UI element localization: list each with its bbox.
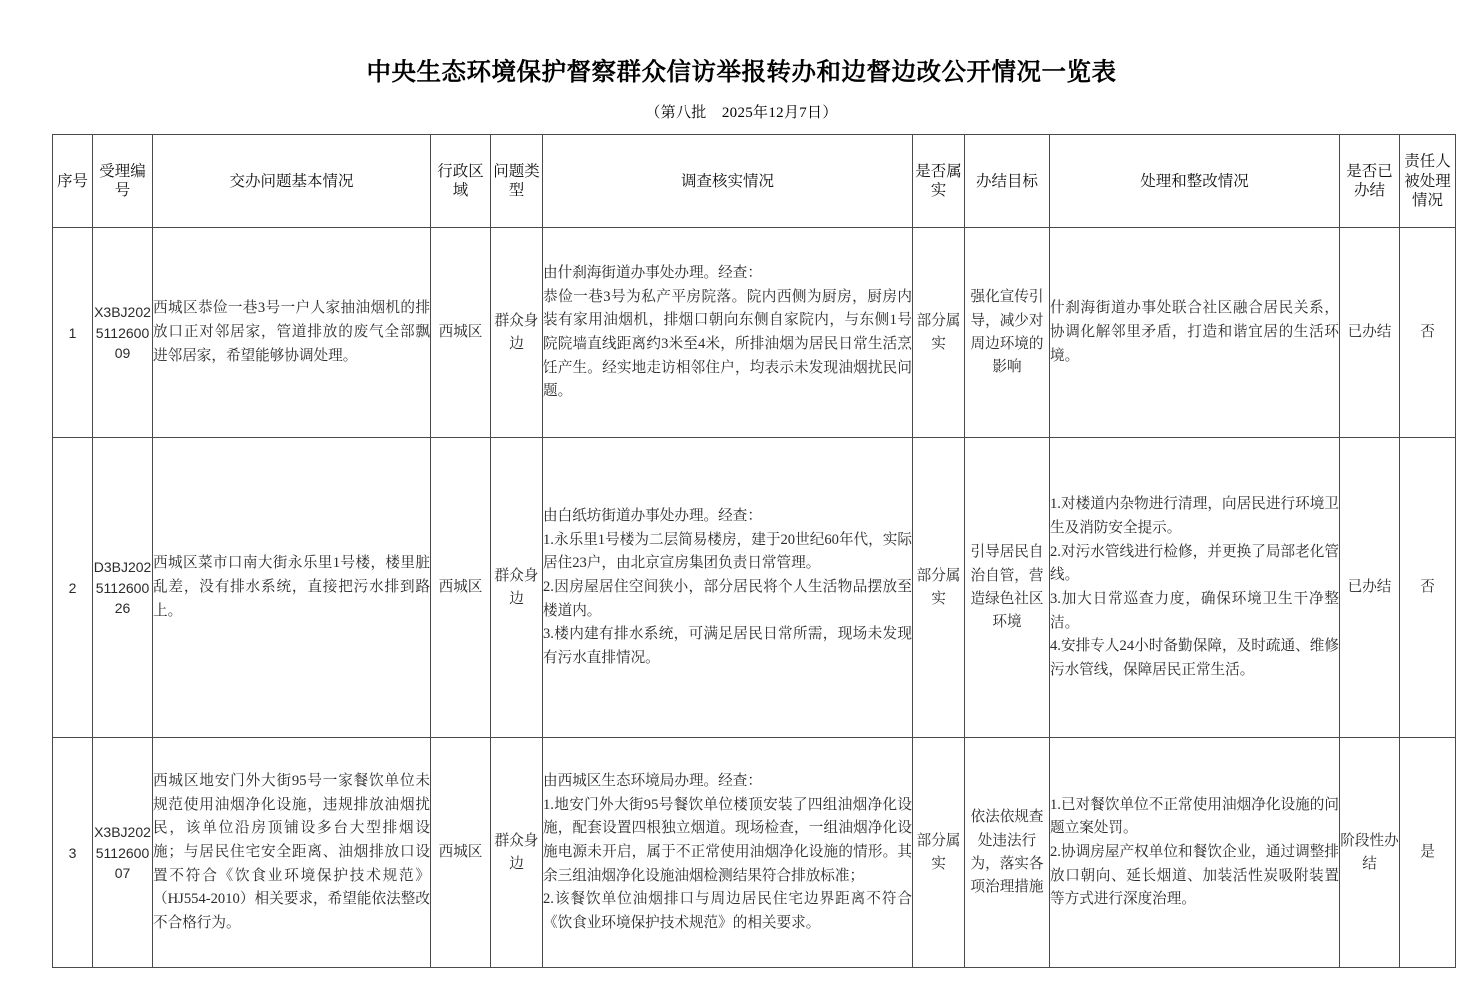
cell-resp: 否 (1400, 228, 1456, 438)
handle-paragraphs (1050, 794, 1339, 912)
header-type-label: 问题类型 (493, 162, 540, 200)
cell-desc: 西城区菜市口南大街永乐里1号楼，楼里脏乱差，没有排水系统，直接把污水排到路上。 (153, 438, 431, 738)
header-handle (1050, 135, 1340, 228)
header-is-true-label: 是否属实 (915, 162, 962, 200)
handle-paragraphs (1050, 297, 1339, 368)
cell-type: 群众身边 (491, 438, 543, 738)
text-paragraph: 1.对楼道内杂物进行清理，向居民进行环境卫生及消防安全提示。 (1050, 496, 1339, 536)
header-area-label: 行政区域 (437, 162, 484, 200)
table-body (53, 228, 1456, 968)
handle-paragraphs (1050, 493, 1339, 682)
header-seq (53, 135, 93, 228)
cell-seq: 2 (53, 438, 93, 738)
cell-is-done: 阶段性办结 (1340, 738, 1400, 968)
invest-paragraphs (543, 262, 912, 404)
cell-seq: 3 (53, 738, 93, 968)
header-resp-label: 责任人被处理情况 (1404, 153, 1451, 210)
text-paragraph: 1.地安门外大街95号餐饮单位楼顶安装了四组油烟净化设施，配套设置四根独立烟道。现场检查，一组油烟净化设施电源未开启，属于不正常使用油烟净化设施的情形。其余三组油烟净化设施油烟检测结果符合排放标准； (543, 796, 912, 884)
header-type (491, 135, 543, 228)
invest-paragraphs (543, 770, 912, 935)
cell-goal: 引导居民自治自管，营造绿色社区环境 (965, 438, 1050, 738)
header-area (431, 135, 491, 228)
cell-goal: 依法依规查处违法行为，落实各项治理措施 (965, 738, 1050, 968)
cell-area: 西城区 (431, 438, 491, 738)
public-disclosure-table (52, 134, 1456, 968)
page-subtitle: （第八批 2025年12月7日） (645, 105, 838, 122)
cell-is-true: 部分属实 (913, 738, 965, 968)
header-invest-label: 调查核实情况 (680, 172, 774, 190)
cell-invest (543, 228, 913, 438)
cell-is-done: 已办结 (1340, 438, 1400, 738)
cell-type: 群众身边 (491, 738, 543, 968)
table-row (53, 738, 1456, 968)
header-desc (153, 135, 431, 228)
cell-code: D3BJ202511260026 (93, 438, 153, 738)
header-invest (543, 135, 913, 228)
text-paragraph: 1.永乐里1号楼为二层简易楼房，建于20世纪60年代，实际居住23户，由北京宣房集团负责日常管理。 (543, 531, 912, 572)
table-row (53, 438, 1456, 738)
text-paragraph: 3.楼内建有排水系统，可满足居民日常所需，现场未发现有污水直排情况。 (543, 626, 912, 666)
header-is-true (913, 135, 965, 228)
cell-invest (543, 438, 913, 738)
cell-is-done: 已办结 (1340, 228, 1400, 438)
header-is-done (1340, 135, 1400, 228)
header-resp (1400, 135, 1456, 228)
text-paragraph: 1.已对餐饮单位不正常使用油烟净化设施的问题立案处罚。 (1050, 796, 1339, 837)
table-header (53, 135, 1456, 228)
cell-resp: 否 (1400, 438, 1456, 738)
header-desc-label: 交办问题基本情况 (229, 172, 354, 190)
cell-code: X3BJ202511260007 (93, 738, 153, 968)
cell-seq: 1 (53, 228, 93, 438)
header-goal (965, 135, 1050, 228)
text-paragraph: 2.对污水管线进行检修，并更换了局部老化管线。 (1050, 543, 1339, 584)
text-paragraph: 2.该餐饮单位油烟排口与周边居民住宅边界距离不符合《饮食业环境保护技术规范》的相关要求。 (543, 891, 912, 931)
cell-goal: 强化宣传引导，减少对周边环境的影响 (965, 228, 1050, 438)
header-goal-label: 办结目标 (975, 172, 1038, 190)
text-paragraph: 2.因房屋居住空间狭小，部分居民将个人生活物品摆放至楼道内。 (543, 579, 912, 619)
header-seq-label: 序号 (56, 172, 88, 190)
text-paragraph: 2.协调房屋产权单位和餐饮企业，通过调整排放口朝向、延长烟道、加装活性炭吸附装置等方式进行深度治理。 (1050, 844, 1339, 908)
table-row (53, 228, 1456, 438)
cell-area: 西城区 (431, 228, 491, 438)
cell-code: X3BJ202511260009 (93, 228, 153, 438)
header-code (93, 135, 153, 228)
cell-handle (1050, 738, 1340, 968)
cell-is-true: 部分属实 (913, 438, 965, 738)
cell-desc: 西城区恭俭一巷3号一户人家抽油烟机的排放口正对邻居家，管道排放的废气全部飘进邻居家，希望能够协调处理。 (153, 228, 431, 438)
cell-area: 西城区 (431, 738, 491, 968)
table-container (0, 134, 1483, 968)
cell-handle (1050, 228, 1340, 438)
text-paragraph: 由白纸坊街道办事处办理。经查： (543, 508, 762, 525)
header-handle-label: 处理和整改情况 (1140, 172, 1249, 190)
text-paragraph: 什刹海街道办事处联合社区融合居民关系，协调化解邻里矛盾，打造和谐宜居的生活环境。 (1050, 300, 1339, 364)
cell-type: 群众身边 (491, 228, 543, 438)
text-paragraph: 由什刹海街道办事处办理。经查： (543, 264, 762, 281)
text-paragraph: 由西城区生态环境局办理。经查： (543, 773, 762, 790)
cell-desc: 西城区地安门外大街95号一家餐饮单位未规范使用油烟净化设施，违规排放油烟扰民，该单位沿房顶铺设多台大型排烟设施；与居民住宅安全距离、油烟排放口设置不符合《饮食业环境保护技术规范》（HJ554-2010）相关要求，希望能依法整改不合格行为。 (153, 738, 431, 968)
cell-is-true: 部分属实 (913, 228, 965, 438)
cell-invest (543, 738, 913, 968)
invest-paragraphs (543, 505, 912, 670)
cell-handle (1050, 438, 1340, 738)
header-is-done-label: 是否已办结 (1346, 162, 1393, 200)
text-paragraph: 4.安排专人24小时备勤保障，及时疏通、维修污水管线，保障居民正常生活。 (1050, 638, 1339, 678)
cell-resp: 是 (1400, 738, 1456, 968)
header-code-label: 受理编号 (99, 162, 146, 200)
text-paragraph: 恭俭一巷3号为私产平房院落。院内西侧为厨房，厨房内装有家用油烟机，排烟口朝向东侧自家院内，与东侧1号院院墙直线距离约3米至4米，所排油烟为居民日常生活烹饪产生。经实地走访相邻住户，均表示未发现油烟扰民问题。 (543, 288, 912, 400)
header-row (53, 135, 1456, 228)
text-paragraph: 3.加大日常巡查力度，确保环境卫生干净整洁。 (1050, 590, 1339, 631)
page-title: 中央生态环境保护督察群众信访举报转办和边督边改公开情况一览表 (366, 59, 1117, 86)
